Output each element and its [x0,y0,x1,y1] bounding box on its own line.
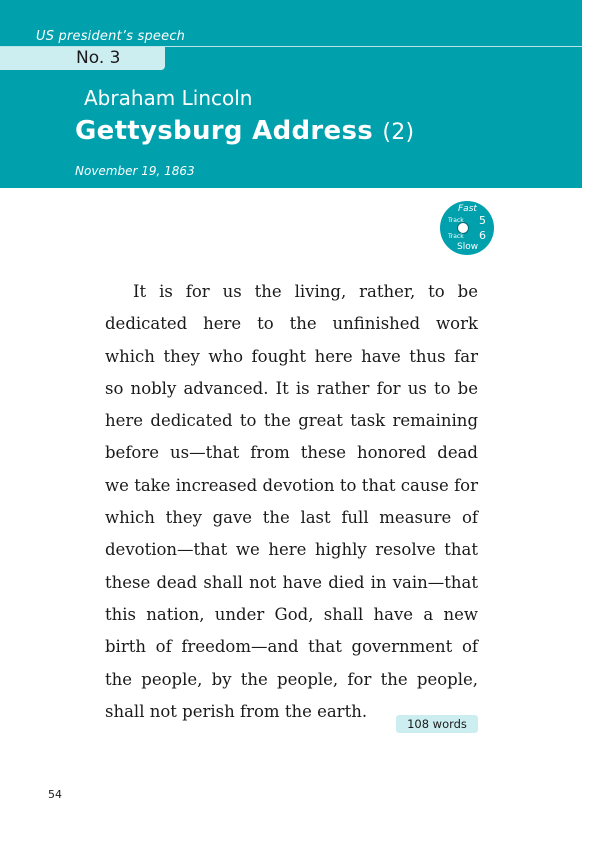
page-number: 54 [48,788,62,801]
speaker-name: Abraham Lincoln [84,86,253,110]
fast-track-number: 5 [479,214,486,227]
word-count-badge: 108 words [396,715,478,733]
fast-label: Fast [458,204,477,214]
cd-track-badge [440,201,494,255]
slow-track-number: 6 [479,229,486,242]
speech-title [75,116,414,146]
speech-number: No. 3 [76,48,121,68]
series-label: US president’s speech [36,29,186,44]
slow-label: Slow [457,242,479,252]
speech-title-text: Gettysburg Address [75,116,374,146]
speech-part: (2) [382,120,415,145]
fast-track-label: Track [448,217,464,224]
slow-track-label: Track [448,233,464,240]
speech-date: November 19, 1863 [75,164,195,178]
speech-text: It is for us the living, rather, to be dedicated here to the unfinished work which they who fought here have thus far so nobly advanced. It is rather for us to be here dedicated to the great task remaining before us—that from these honored dead we take increased devotion to that cause for which they gave the last full measure of devotion—that we here highly resolve that these dead shall not have died in vain—that this nation, under God, shall have a new birth of freedom—and that government of the people, by the people, for the people, shall not perish from the earth. [105,282,478,721]
header-banner [0,0,582,188]
speech-number-tab [0,47,165,70]
